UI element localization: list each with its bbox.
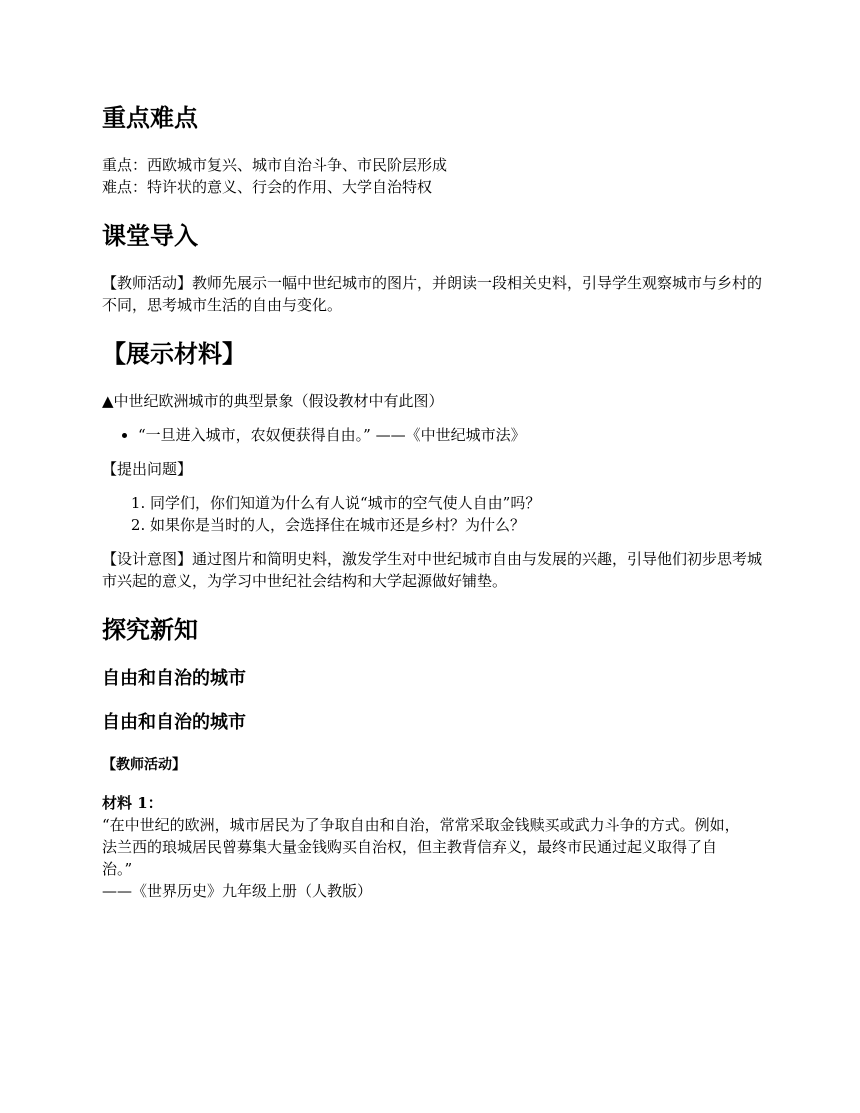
subheading-free-cities-2: 自由和自治的城市 [102,712,246,733]
material-source: ——《世界历史》九年级上册（人教版） [102,882,373,900]
subheading-free-cities-1: 自由和自治的城市 [102,668,246,689]
document-page [102,98,762,902]
heading-key-points: 重点难点 [102,104,198,132]
key-point-line: 重点：西欧城市复兴、城市自治斗争、市民阶层形成 [102,156,448,174]
question-item: 1. 同学们，你们知道为什么有人说“城市的空气使人自由”吗？ [150,492,762,514]
quote-item: • “一旦进入城市，农奴便获得自由。” ——《中世纪城市法》 [138,424,762,446]
material-label: 材料 1： [102,794,163,812]
design-intent: 【设计意图】通过图片和简明史料，激发学生对中世纪城市自由与发展的兴趣，引导他们初步思考城市兴起的意义，为学习中世纪社会结构和大学起源做好铺垫。 [102,550,763,590]
difficulty-line: 难点：特许状的意义、行会的作用、大学自治特权 [102,178,433,196]
heading-materials: 【展示材料】 [102,340,246,368]
teacher-activity-label: 【教师活动】 [102,757,186,773]
questions-list [102,492,762,536]
intro-teacher-activity: 【教师活动】教师先展示一幅中世纪城市的图片，并朗读一段相关史料，引导学生观察城市与乡村的不同，思考城市生活的自由与变化。 [102,274,763,314]
heading-explore: 探究新知 [102,616,198,644]
quote-list [102,424,762,446]
material-text: “在中世纪的欧洲，城市居民为了争取自由和自治，常常采取金钱赎买或武力斗争的方式。例如，法兰西的琅城居民曾募集大量金钱购买自治权，但主教背信弃义，最终市民通过起义取得了自治。” [102,816,740,878]
image-caption: ▲中世纪欧洲城市的典型景象（假设教材中有此图） [102,392,444,410]
heading-intro: 课堂导入 [102,222,198,250]
question-item: 2. 如果你是当时的人，会选择住在城市还是乡村？为什么？ [150,514,762,536]
questions-label: 【提出问题】 [102,460,193,478]
